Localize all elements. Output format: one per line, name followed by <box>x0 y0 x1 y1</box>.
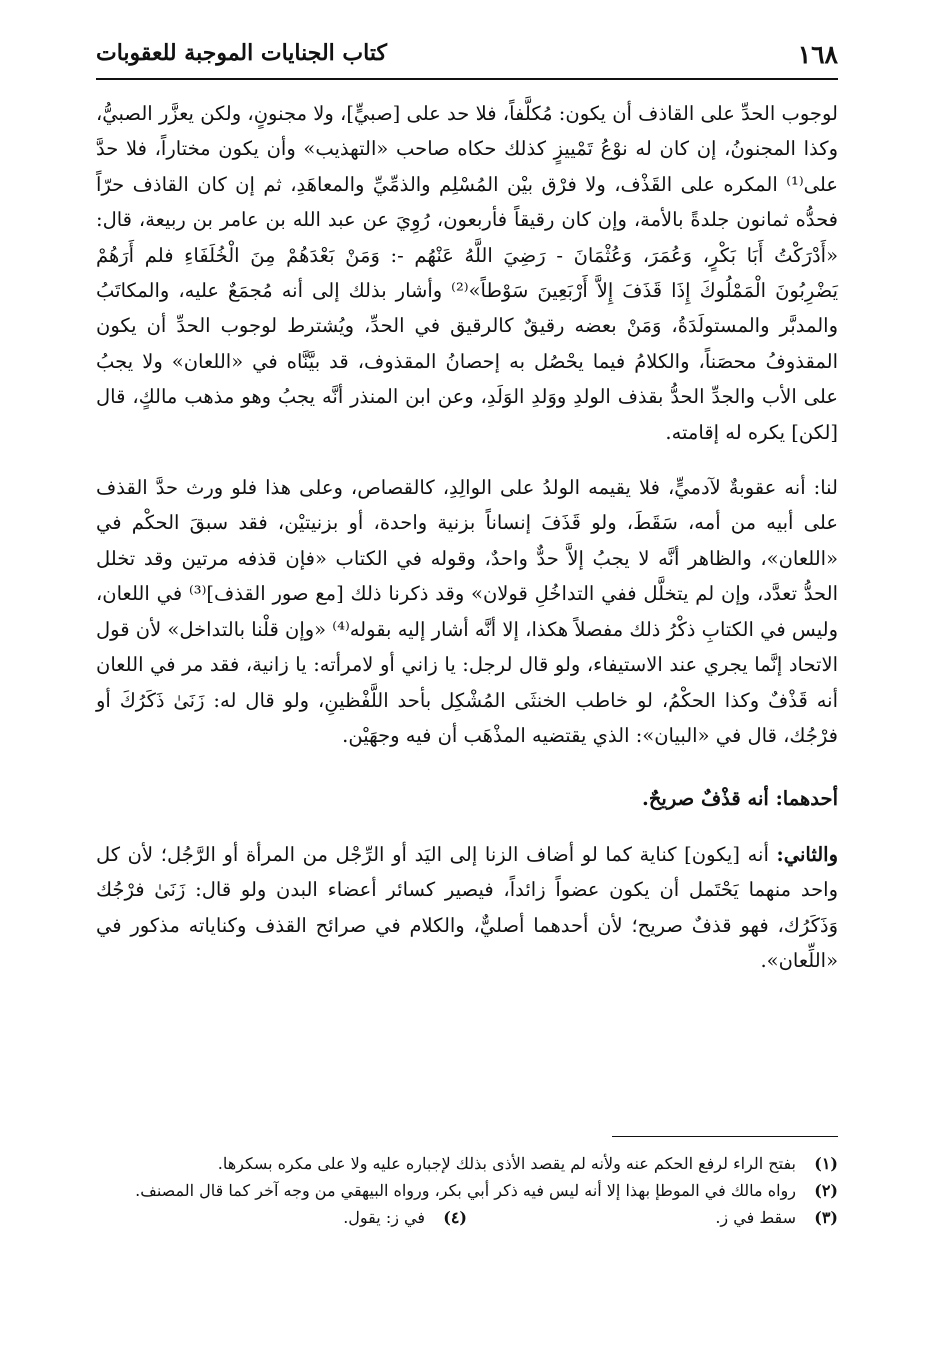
main-text <box>96 96 838 978</box>
footnote-number: (٣) <box>814 1208 838 1227</box>
footnote-divider <box>612 1136 838 1137</box>
header-divider <box>96 78 838 80</box>
footnote-text: في ز: يقول. <box>343 1208 425 1227</box>
paragraph-gap <box>96 753 838 773</box>
first-view <box>96 781 838 816</box>
running-title: كتاب الجنايات الموجبة للعقوبات <box>96 40 387 66</box>
paragraph-1: لوجوب الحدِّ على القاذف أن يكون: مُكلَّفاً، فلا حد على [صبيٍّ]، ولا مجنونٍ، ولكن يعزَّر الصبيُّ، وكذا المجنونُ، إن كان له نوْعُ تَمْييزٍ كذلك حكاه صاحب «التهذيب» وأن يكون مختاراً، فلا حدَّ على⁽¹⁾ المكره على القَذْف، ولا فرْق بيْن المُسْلِم والذمِّيِّ والمعاهَدِ، ثم إن كان القاذف حرّاً فحدُّه ثمانون جلدةً بالأمة، وإن كان رقيقاً فأربعون، رُوِيَ عن عبد الله بن عامر بن ربيعة، قال: «أَدْرَكْتُ أَبَا بَكْرٍ، وَعُمَرَ، وَعُثْمَانَ - رَضِيَ اللَّهُ عَنْهُم -: وَمَنْ بَعْدَهُمْ مِنَ الْخُلَفَاءِ فلم أَرَهُمْ يَضْرِبُونَ الْمَمْلُوكَ إِذَا قَذَفَ إِلاَّ أَرْبَعِينَ سَوْطاً»⁽²⁾ وأشار بذلك إلى أنه مُجمَعٌ عليه، والمكاتَبُ والمدبَّر والمستولَدَةُ، وَمَنْ بعضه رقيقٌ كالرقيق في الحدِّ، ويُشترط لوجوب الحدِّ أن يكون المقذوفُ محصَناً، والكلامُ فيما يحْصُل به إحصانُ المقذوف، قد بيَّنَّاه في «اللعان» ولا يجبُ على الأب والجدِّ الحدُّ بقذف الولدِ ووَلدِ الوَلَدِ، وعن ابن المنذر أنَّه يجبُ وهو مذهب مالكٍ، قال [لكن] يكره له إقامته. <box>96 102 839 444</box>
footnotes <box>96 1150 838 1231</box>
paragraph-gap <box>96 450 838 470</box>
page-header <box>96 36 838 76</box>
first-view-label: أحدهما: <box>775 787 838 811</box>
second-view-text: أنه [يكون] كناية كما لو أضاف الزنا إلى اليَد أو الرِّجْل من المرأة أو الرَّجُل؛ لأن كل واحد منهما يَحْتَمل أن يكون عضواً زائداً، فيصير كسائر أعضاء البدن ولو قال: زَنَىٰ فرْجُك وَذَكَرُك، فهو قذفٌ صريح؛ لأن أحدهما أصليٌّ، والكلام في صرائح القذف وكناياته مذكور في «اللِّعان». <box>96 842 838 972</box>
footnote-text: سقط في ز. <box>715 1208 796 1227</box>
footnote-3 <box>467 1204 838 1231</box>
page-number: ١٦٨ <box>797 40 838 69</box>
footnote-1 <box>96 1150 838 1177</box>
first-view-text: أنه قذْفٌ صريحٌ. <box>642 787 776 811</box>
footnote-text: بفتح الراء لرفع الحكم عنه ولأنه لم يقصد الأذى بذلك لإجباره عليه ولا على مكره بسكرها. <box>217 1154 796 1173</box>
footnote-number: (٤) <box>443 1208 467 1227</box>
second-view <box>96 837 838 979</box>
footnote-2 <box>96 1177 838 1204</box>
footnote-row <box>96 1204 838 1231</box>
footnote-4 <box>96 1204 467 1231</box>
second-view-label: والثاني: <box>776 842 838 866</box>
footnote-number: (٢) <box>814 1181 838 1200</box>
footnote-number: (١) <box>814 1154 838 1173</box>
paragraph-2: لنا: أنه عقوبةٌ لآدميٍّ، فلا يقيمه الولدُ على الوالِدِ، كالقصاص، وعلى هذا فلو ورث حدَّ القذف على أبيه من أمه، سَقَطَ، ولو قَذَفَ إنساناً بزنية واحدة، أو بزنيتيْن، فقد سبقَ الحكْم في «اللعان»، والظاهر أنَّه لا يجبُ إلاَّ حدٌّ واحدٌ، وقوله في الكتاب «فإن قذفه مرتين وقد تخلل الحدُّ تعدَّد، وإن لم يتخلَّل ففي التداخُلِ قولان» وقد ذكرنا ذلك [مع صور القذف]⁽³⁾ في اللعان، وليس في الكتابِ ذكْرُ ذلك مفصلاً هكذا، إلا أنَّه أشار إليه بقوله⁽⁴⁾ «وإن قلْنا بالتداخل» لأن قول الاتحاد إنَّما يجري عند الاستيفاء، ولو قال لرجل: يا زاني أو لامرأته: يا زانية، فقد مر في اللعان أنه قَذْفٌ وكذا الحكْمُ، لو خاطب الخنثَى المُشْكِل بأحد اللَّفْظينِ، ولو قال له: زَنَىٰ ذَكَرُكَ أو فرْجُك، قال في «البيان»: الذي يقتضيه المذْهَب أن فيه وجهَيْن. <box>96 476 839 747</box>
footnote-text: رواه مالك في الموطإ بهذا إلا أنه ليس فيه ذكر أبي بكر، ورواه البيهقي من وجه آخر كما قال المصنف. <box>135 1181 796 1200</box>
